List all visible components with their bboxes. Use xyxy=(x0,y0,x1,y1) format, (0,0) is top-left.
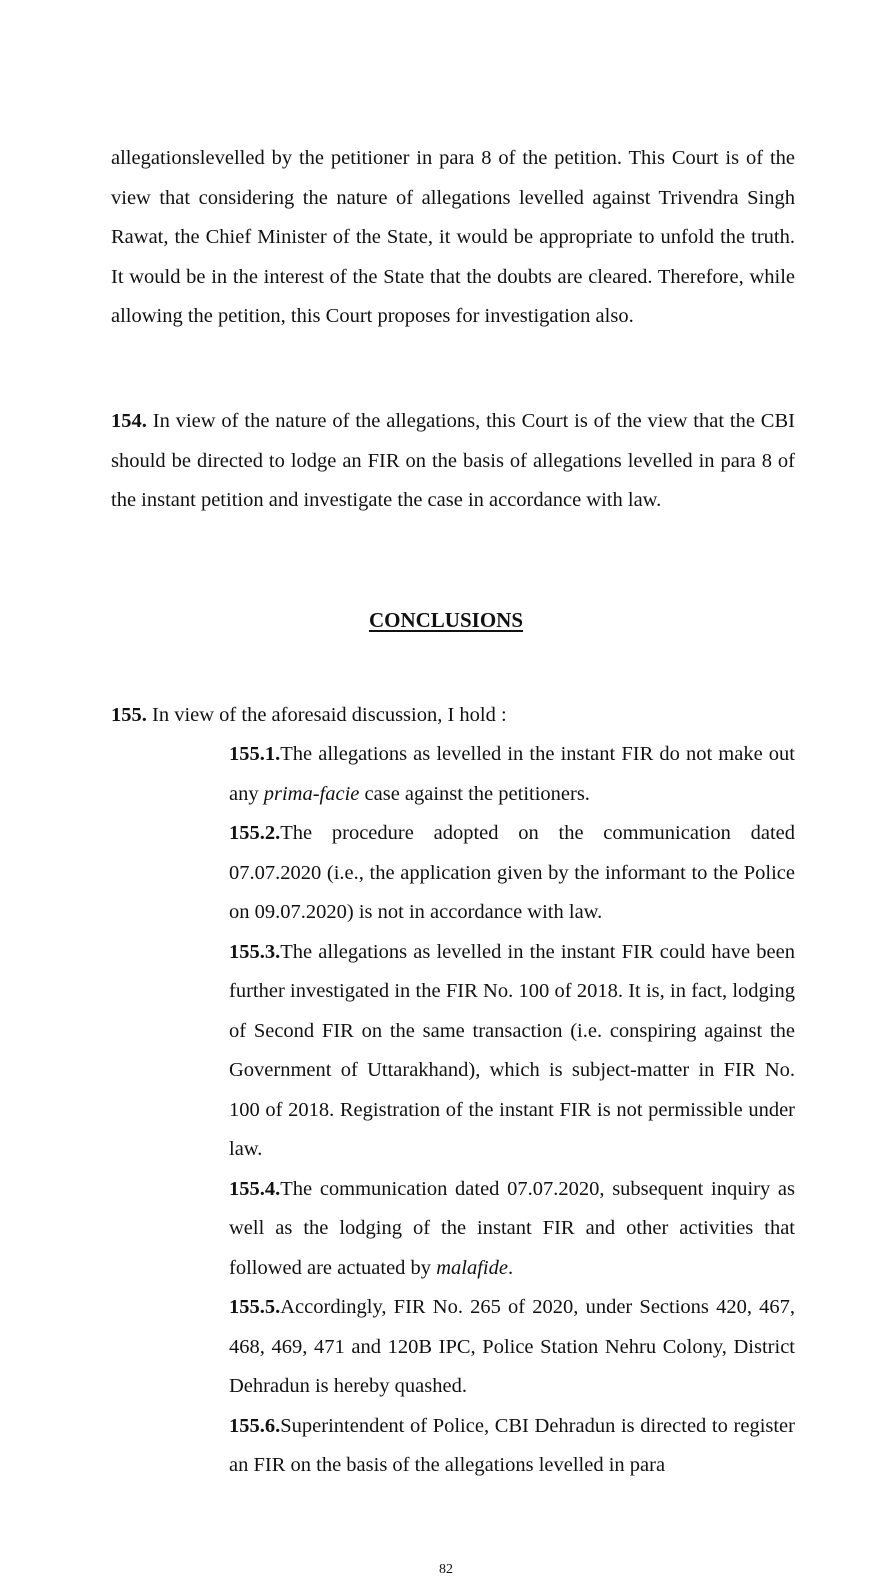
item-text: The communication dated 07.07.2020, subsequent inquiry as well as the lodging of the instant FIR and other activities that followed are actuated by xyxy=(229,1177,795,1279)
conclusion-item xyxy=(229,814,795,933)
paragraph-154 xyxy=(111,402,795,521)
item-text-end: case against the petitioners. xyxy=(359,782,590,805)
item-text-end: . xyxy=(507,1256,514,1279)
conclusion-item xyxy=(229,1288,795,1407)
item-number: 155.5. xyxy=(229,1296,281,1318)
item-number: 155.4. xyxy=(229,1177,281,1200)
item-number: 155.1. xyxy=(229,743,281,765)
paragraph-text: In view of the nature of the allegations, this Court is of the view that the CBI should be directed to lodge an FIR on the basis of allegations levelled in para 8 of the instant petition and investigate the case in accordance with law. xyxy=(111,410,795,512)
item-italic-text: prima-facie xyxy=(263,782,360,805)
page-number: 82 xyxy=(439,1562,453,1577)
item-text: The allegations as levelled in the instant FIR do not make out any xyxy=(229,743,795,805)
item-number: 155.6. xyxy=(229,1414,281,1437)
item-number: 155.3. xyxy=(229,940,281,963)
paragraph-number: 154. xyxy=(111,410,147,432)
paragraph-155 xyxy=(111,696,795,736)
item-text: The procedure adopted on the communication dated 07.07.2020 (i.e., the application given by the informant to the Police on 09.07.2020) is not in accordance with law. xyxy=(229,822,795,923)
conclusion-item xyxy=(229,1170,795,1289)
paragraph-153-continued xyxy=(111,139,795,337)
conclusion-list xyxy=(229,735,795,1486)
item-text: Superintendent of Police, CBI Dehradun is directed to register an FIR on the basis of the allegations levelled in para xyxy=(229,1414,795,1476)
paragraph-number: 155. xyxy=(111,704,147,726)
section-heading: CONCLUSIONS xyxy=(368,608,524,632)
conclusion-item xyxy=(229,735,795,814)
item-italic-text: malafide xyxy=(436,1256,508,1279)
paragraph-text: In view of the aforesaid discussion, I hold : xyxy=(152,704,507,726)
paragraph-text: allegationslevelled by the petitioner in para 8 of the petition. This Court is of the view that considering the nature of allegations levelled against Trivendra Singh Rawat, the Chief Minister of the State, it would be appropriate to unfold the truth. It would be in the interest of the State that the doubts are cleared. Therefore, while allowing the petition, this Court proposes for investigation also. xyxy=(111,147,795,328)
item-number: 155.2. xyxy=(229,822,281,844)
item-text: Accordingly, FIR No. 265 of 2020, under Sections 420, 467, 468, 469, 471 and 120B IPC, Police Station Nehru Colony, District Dehradun is hereby quashed. xyxy=(229,1296,795,1397)
conclusion-item xyxy=(229,933,795,1170)
conclusion-item xyxy=(229,1407,795,1486)
item-text: The allegations as levelled in the instant FIR could have been further investigated in the FIR No. 100 of 2018. It is, in fact, lodging of Second FIR on the same transaction (i.e. conspiring against the Government of Uttarakhand), which is subject-matter in FIR No. 100 of 2018. Registration of the instant FIR is not permissible under law. xyxy=(229,940,795,1160)
